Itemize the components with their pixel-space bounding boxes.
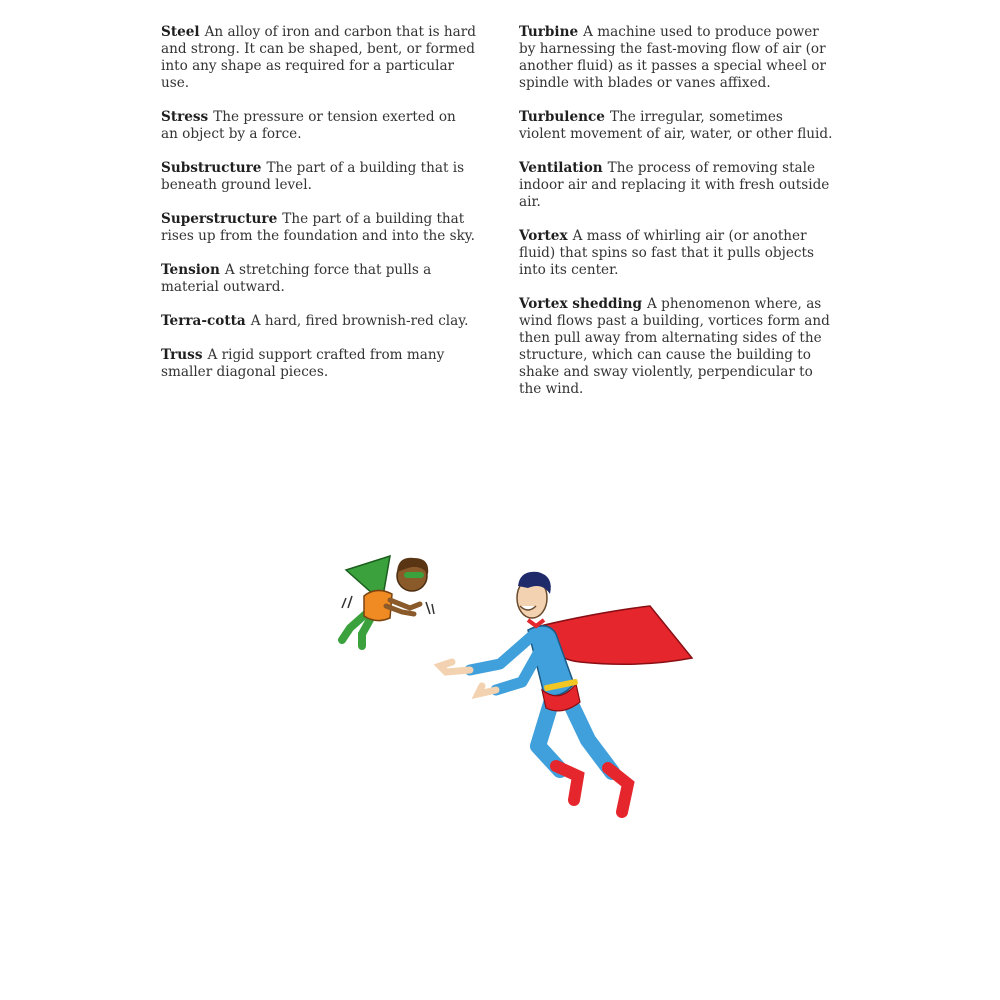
- glossary-entry: [161, 211, 476, 245]
- glossary-definition: A hard, fired brownish-red clay.: [250, 313, 469, 329]
- glossary-term: Turbine: [519, 24, 579, 40]
- glossary-entry: [519, 296, 834, 398]
- glossary-entry: [519, 109, 834, 143]
- glossary-definition: The part of a building that is beneath ground level.: [161, 160, 465, 193]
- superhero-illustration: [330, 548, 710, 828]
- superhero-figure: [440, 572, 692, 812]
- glossary-definition: A phenomenon where, as wind flows past a building, vortices form and then pull away from alternating sides of the structure, which can cause the building to shake and sway violently, perpendicular to the wind.: [519, 296, 830, 397]
- glossary-entry: [161, 24, 476, 92]
- glossary-entry: [519, 24, 834, 92]
- glossary-column-right: [519, 24, 834, 415]
- glossary-entry: [161, 347, 476, 381]
- glossary-definition: A stretching force that pulls a material outward.: [161, 262, 432, 295]
- glossary-definition: A machine used to produce power by harnessing the fast-moving flow of air (or another fluid) as it passes a special wheel or spindle with blades or vanes affixed.: [519, 24, 826, 91]
- glossary-definition: The part of a building that rises up from the foundation and into the sky.: [161, 211, 475, 244]
- glossary-term: Substructure: [161, 160, 262, 176]
- superhero-boots: [556, 766, 628, 812]
- glossary-term: Superstructure: [161, 211, 278, 227]
- glossary-term: Tension: [161, 262, 220, 278]
- glossary-term: Terra-cotta: [161, 313, 246, 329]
- glossary-definition: The process of removing stale indoor air and replacing it with fresh outside air.: [519, 160, 830, 210]
- glossary-definition: A rigid support crafted from many smaller diagonal pieces.: [161, 347, 445, 380]
- glossary-term: Truss: [161, 347, 203, 363]
- glossary-definition: A mass of whirling air (or another fluid) that spins so fast that it pulls objects into its center.: [519, 228, 814, 278]
- glossary-term: Stress: [161, 109, 209, 125]
- glossary-term: Turbulence: [519, 109, 605, 125]
- superhero-arms: [470, 636, 540, 690]
- glossary-entry: [161, 109, 476, 143]
- glossary-entry: [161, 262, 476, 296]
- glossary-term: Steel: [161, 24, 200, 40]
- sidekick-figure: [342, 556, 434, 646]
- glossary-term: Vortex: [519, 228, 568, 244]
- glossary-entry: [161, 160, 476, 194]
- glossary-column-left: [161, 24, 476, 398]
- glossary-definition: An alloy of iron and carbon that is hard and strong. It can be shaped, bent, or formed into any shape as required for a particular use.: [161, 24, 476, 91]
- glossary-entry: [519, 228, 834, 279]
- glossary-definition: The pressure or tension exerted on an object by a force.: [161, 109, 456, 142]
- glossary-definition: The irregular, sometimes violent movement of air, water, or other fluid.: [519, 109, 833, 142]
- glossary-term: Ventilation: [519, 160, 603, 176]
- sidekick-mask: [404, 572, 424, 578]
- glossary-entry: [161, 313, 476, 330]
- glossary-entry: [519, 160, 834, 211]
- glossary-term: Vortex shedding: [519, 296, 643, 312]
